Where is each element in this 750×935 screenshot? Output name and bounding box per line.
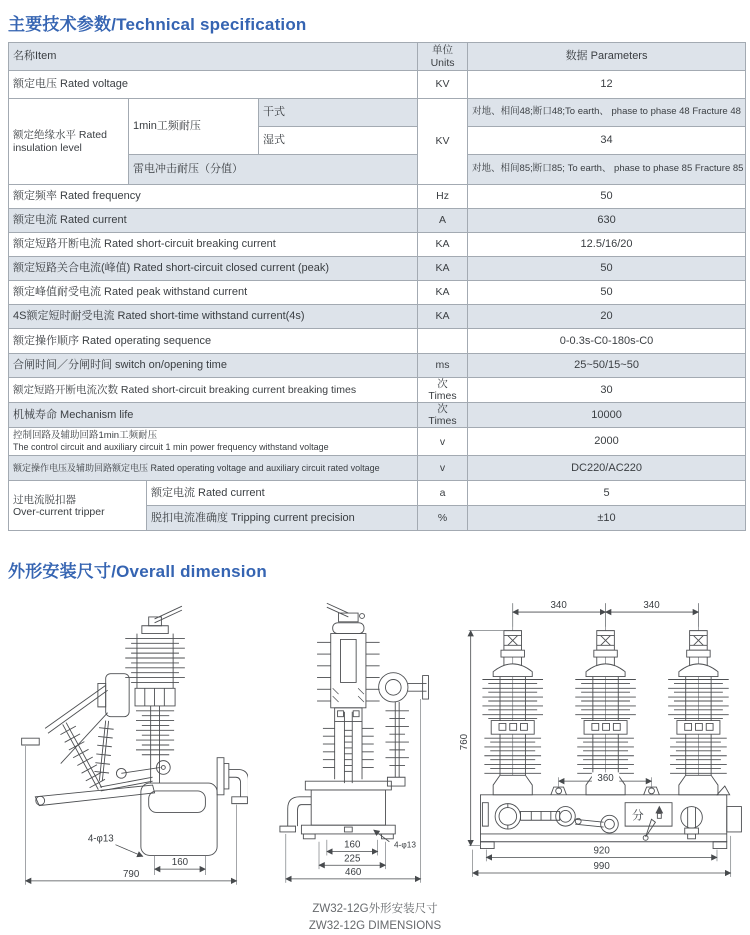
short-time-withstand-unit: KA [418,305,468,329]
peak-withstand-label: 额定峰值耐受电流 Rated peak withstand current [9,281,418,305]
control-circuit-unit: v [418,428,468,456]
peak-withstand-unit: KA [418,281,468,305]
rated-frequency-unit: Hz [418,185,468,209]
side-view-790-dim: 790 [122,869,140,881]
rated-frequency-value: 50 [468,185,746,209]
control-circuit-value: 2000 [468,428,746,456]
peak-withstand-value: 50 [468,281,746,305]
rated-current-label: 额定电流 Rated current [9,209,418,233]
header-parameters-cell: 数据 Parameters [468,43,746,71]
insulation-dry-value: 对地、相间48;断口48;To earth、 phase to phase 48 Fracture 48 [468,99,746,127]
side-view-diagonal-insulator [57,720,108,794]
spec-row [9,481,746,506]
rated-current-unit: A [418,209,468,233]
control-circuit-label-en: The control circuit and auxiliary circuit 1 min power frequency withstand voltage [13,442,329,453]
indicator-open-label: 分 [631,809,644,823]
front-view-340-right-dim: 340 [643,600,660,612]
drawing-caption-cn: ZW32-12G外形安装尺寸 [312,903,438,916]
section-view-160-dim: 160 [344,839,361,851]
closed-current-label: 额定短路关合电流(峰值) Rated short-circuit closed current (peak) [9,257,418,281]
mechanism-life-label: 机械寿命 Mechanism life [9,403,418,428]
spec-row [9,185,746,209]
side-view-support-insulator [94,720,115,782]
tripper-precision-label: 脱扣电流准确度 Tripping current precision [147,506,418,531]
switch-time-value: 25~50/15~50 [468,354,746,378]
mechanism-life-value: 10000 [468,403,746,428]
rated-frequency-label: 额定频率 Rated frequency [9,185,418,209]
spec-row [9,354,746,378]
side-view-160-dim: 160 [171,857,189,869]
drawing-caption-en: ZW32-12G DIMENSIONS [308,919,442,932]
switch-time-unit: ms [418,354,468,378]
spec-row [9,99,746,127]
front-view-poles [482,604,728,796]
tripper-group-label [9,481,147,531]
operating-voltage-unit: v [418,456,468,481]
front-view-920-dim: 920 [593,845,610,857]
breaking-times-label: 额定短路开断电流次数 Rated short-circuit breaking current breaking times [9,378,418,403]
tripper-rated-current-label: 额定电流 Rated current [147,481,418,506]
insulation-dry-label: 干式 [259,99,418,127]
spec-row [9,209,746,233]
short-time-withstand-value: 20 [468,305,746,329]
rated-voltage-label: 额定电压 Rated voltage [9,71,418,99]
section-view-225-dim: 225 [344,853,361,865]
front-view-base [480,786,741,849]
spec-row [9,233,746,257]
spec-row [9,281,746,305]
breaking-times-unit: 次 Times [418,378,468,403]
control-circuit-label [9,428,418,456]
front-view-760-dim: 760 [458,734,470,751]
rated-current-value: 630 [468,209,746,233]
tripper-rated-current-unit: a [418,481,468,506]
side-view-drawing [6,592,248,897]
insulation-lightning-value: 对地、相间85;断口85; To earth、 phase to phase 85 Fracture 85 [468,155,746,185]
closed-current-unit: KA [418,257,468,281]
closed-current-value: 50 [468,257,746,281]
tripper-precision-unit: % [418,506,468,531]
tripper-group-label-en: Over-current tripper [13,505,105,518]
insulation-unit: KV [418,99,468,185]
side-view-dimensions [26,746,237,885]
section-view-breaker-outline [280,604,429,840]
spec-row [9,403,746,428]
dimension-drawings [6,592,750,897]
insulation-group-label: 额定绝缘水平 Rated insulation level [9,99,129,185]
tripper-rated-current-value: 5 [468,481,746,506]
header-item-cell: 名称Item [9,43,418,71]
mechanism-life-unit: 次 Times [418,403,468,428]
short-time-withstand-label: 4S额定短时耐受电流 Rated short-time withstand current(4s) [9,305,418,329]
spec-row [9,329,746,354]
spec-row [9,305,746,329]
breaking-current-unit: KA [418,233,468,257]
drawing-caption [0,901,750,934]
spec-row [9,378,746,403]
rated-voltage-value: 12 [468,71,746,99]
switch-time-label: 合闸时间／分闸时间 switch on/opening time [9,354,418,378]
breaking-current-value: 12.5/16/20 [468,233,746,257]
operating-sequence-unit [418,329,468,354]
table-header-row [9,43,746,71]
header-units-cell: 单位Units [418,43,468,71]
side-view-holes-dim: 4-φ13 [87,833,114,845]
insulation-freq-label: 1min工频耐压 [129,99,259,155]
insulation-lightning-label: 雷电冲击耐压（分值） [129,155,418,185]
rated-voltage-unit: KV [418,71,468,99]
overall-dimension-title: 外形安装尺寸/Overall dimension [8,562,267,582]
side-view-breaker-outline [22,606,249,855]
breaking-current-label: 额定短路开断电流 Rated short-circuit breaking current [9,233,418,257]
spec-row [9,71,746,99]
section-view-holes-dim: 4-φ13 [394,839,417,850]
technical-specification-title: 主要技术参数/Technical specification [8,15,307,34]
front-view-340-left-dim: 340 [550,600,567,612]
front-view-990-dim: 990 [593,861,610,873]
tripper-group-label-cn: 过电流脱扣器 [13,493,76,506]
spec-row [9,257,746,281]
section-view-460-dim: 460 [345,867,362,879]
insulation-wet-value: 34 [468,127,746,155]
operating-voltage-value: DC220/AC220 [468,456,746,481]
control-circuit-label-cn: 控制回路及辅助回路1min工频耐压 [13,430,158,442]
insulation-wet-label: 湿式 [259,127,418,155]
technical-specification-table [8,42,746,531]
tripper-precision-value: ±10 [468,506,746,531]
spec-row [9,456,746,481]
section-view-drawing [276,592,432,897]
operating-sequence-label: 额定操作顺序 Rated operating sequence [9,329,418,354]
operating-sequence-value: 0-0.3s-C0-180s-C0 [468,329,746,354]
spec-row [9,428,746,456]
front-view-360-dim: 360 [597,773,614,785]
front-view-drawing [457,592,750,897]
breaking-times-value: 30 [468,378,746,403]
operating-voltage-label: 额定操作电压及辅助回路额定电压 Rated operating voltage and auxiliary circuit rated voltage [9,456,418,481]
